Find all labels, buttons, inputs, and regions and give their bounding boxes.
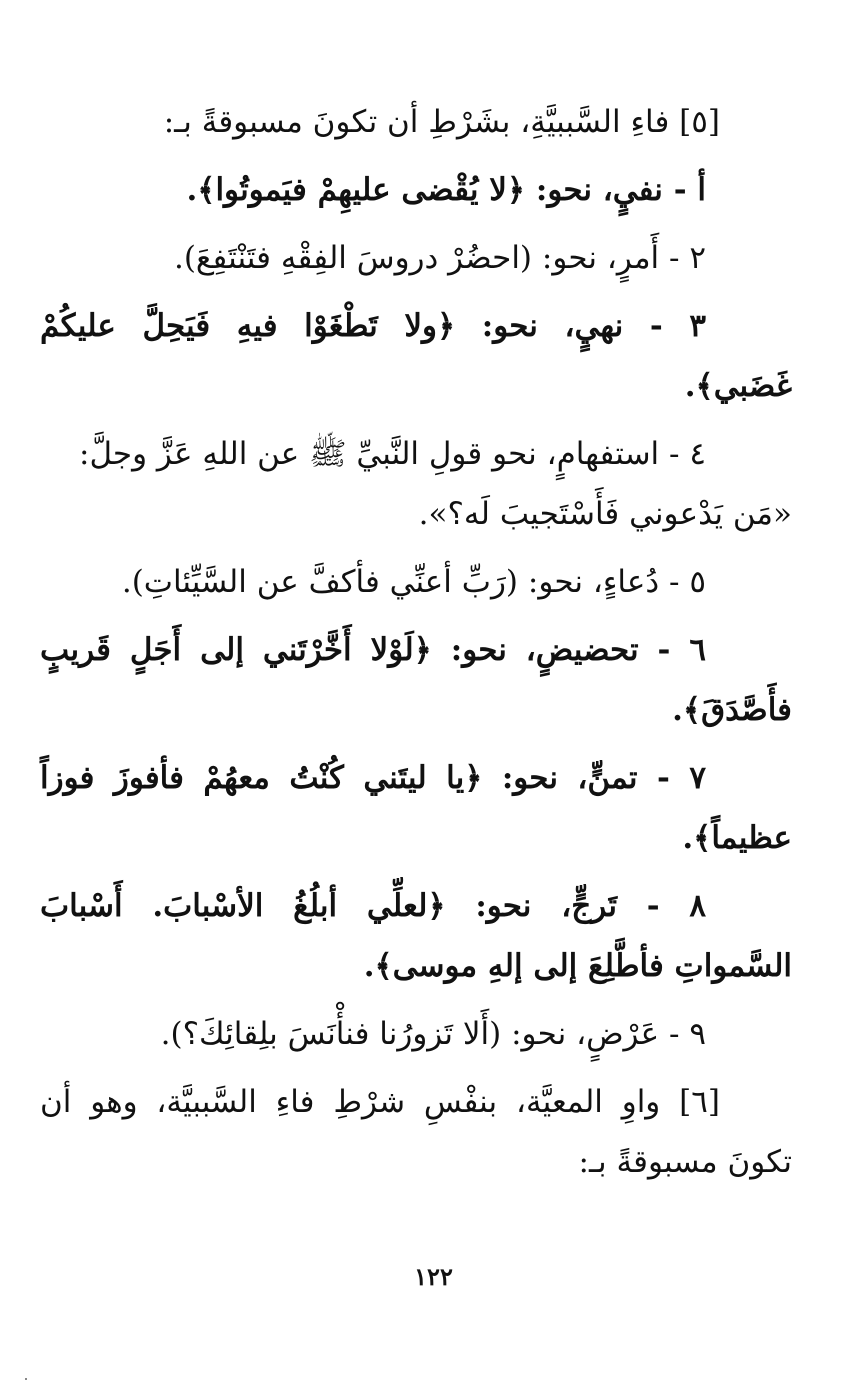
item-7-wish (40, 751, 792, 805)
item-6-text: ٦ - تحضيضٍ، نحو: ﴿لَوْلا أَخَّرْتَني إلى أَجَلٍ قَريبٍ (40, 632, 706, 668)
item-8-text: ٨ - تَرجٍّ، نحو: ﴿لعلِّي أبلُغُ الأسْبابَ. أَسْبابَ (40, 888, 706, 924)
section-6-heading: [٦] واوِ المعيَّة، بنفْسِ شرْطِ فاءِ السَّببيَّة، وهو أن (40, 1084, 720, 1120)
section-6-continuation: تكونَ مسبوقةً بـ: (578, 1144, 792, 1180)
item-3-prohibition (40, 299, 792, 353)
scan-speck (25, 1378, 27, 1380)
item-3-continuation: غَضَبي﴾. (684, 368, 792, 404)
item-1-text: أ - نفيٍ، نحو: ﴿لا يُقْضى عليهِمْ فيَموتُوا﴾. (186, 172, 706, 208)
item-7-text: ٧ - تمنٍّ، نحو: ﴿يا ليتَني كُنْتُ معهُمْ فأفوزَ فوزاً (40, 760, 706, 796)
item-5-supplication: ٥ - دُعاءٍ، نحو: (رَبِّ أعنِّي فأكفَّ عن السَّيِّئاتِ). (121, 564, 706, 600)
item-4-question: ٤ - استفهامٍ، نحو قولِ النَّبيِّ ﷺ عن اللهِ عَزَّ وجلَّ: (79, 436, 706, 472)
item-3-text: ٣ - نهيٍ، نحو: ﴿ولا تَطْغَوْا فيهِ فَيَحِلَّ عليكُمْ (40, 308, 706, 344)
item-8-hope (40, 879, 792, 933)
document-page (40, 95, 792, 1203)
item-1-negation (40, 163, 792, 217)
item-4-continuation: «مَن يَدْعوني فَأَسْتَجيبَ لَه؟». (418, 496, 792, 532)
item-9-offer: ٩ - عَرْضٍ، نحو: (أَلا تَزورُنا فنأْنَسَ بلِقائِكَ؟). (160, 1016, 706, 1052)
item-8-continuation: السَّمواتِ فأطَّلِعَ إلى إلهِ موسى﴾. (363, 948, 792, 984)
item-7-continuation: عظيماً﴾. (682, 820, 792, 856)
item-2-command: ٢ - أَمرٍ، نحو: (احضُرْ دروسَ الفِقْهِ فتَنْتَفِعَ). (173, 240, 706, 276)
section-5-heading: [٥] فاءِ السَّببيَّةِ، بشَرْطِ أن تكونَ مسبوقةً بـ: (163, 104, 720, 140)
item-6-urging (40, 623, 792, 677)
item-6-continuation: فأَصَّدَقَ﴾. (672, 692, 792, 728)
page-number: ١٢٢ (414, 1262, 453, 1291)
